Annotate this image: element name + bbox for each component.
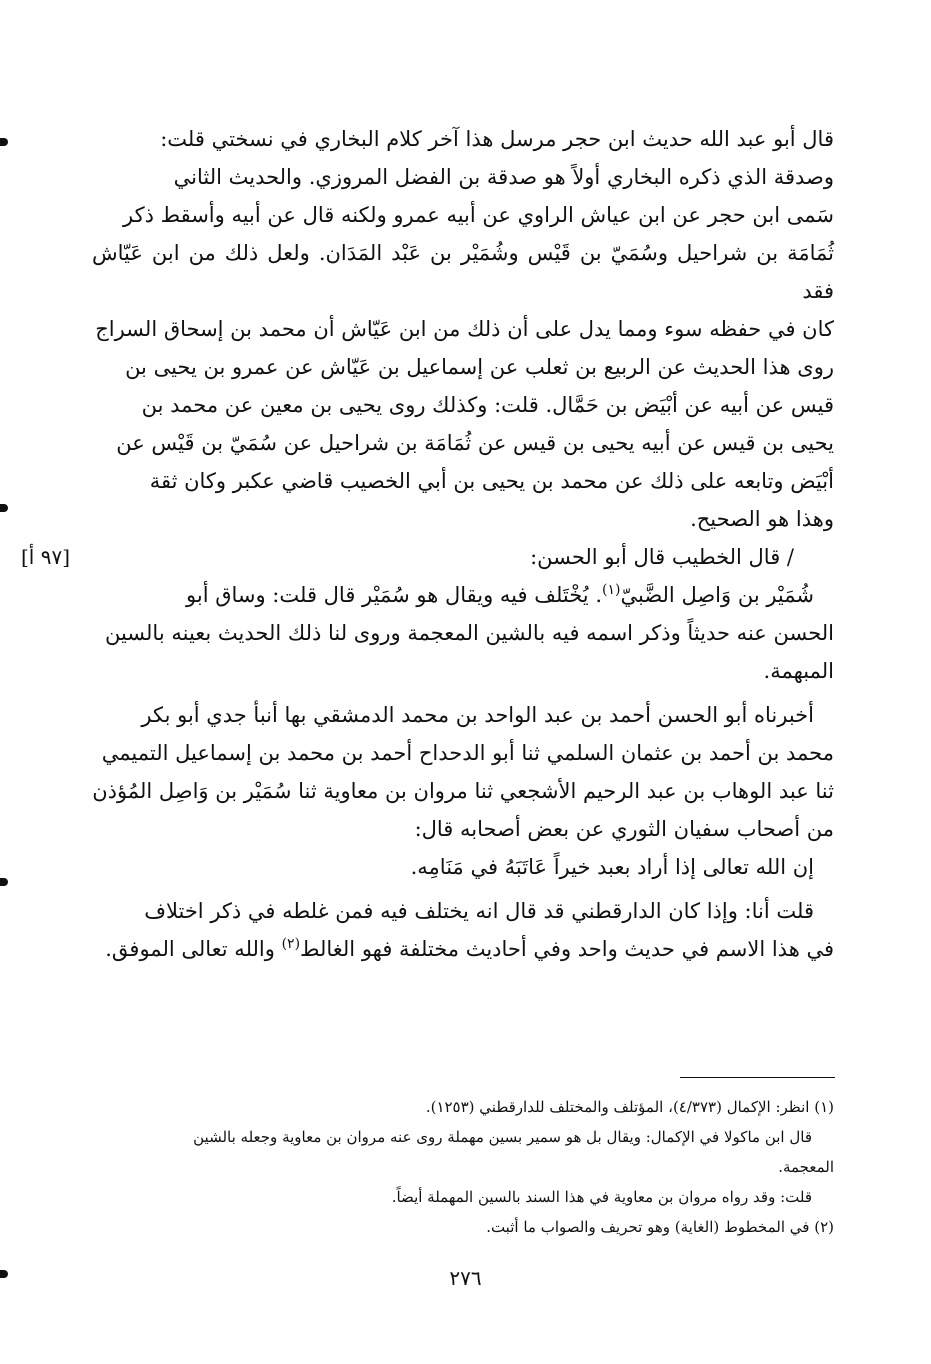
text-line: أخبرناه أبو الحسن أحمد بن عبد الواحد بن محمد الدمشقي بها أنبأ جدي أبو بكر bbox=[141, 703, 814, 727]
text-line: قال أبو عبد الله حديث ابن حجر مرسل هذا آخر كلام البخاري في نسختي قلت: bbox=[160, 127, 834, 151]
entry-text: . يُخْتَلف فيه ويقال هو سُمَيْر قال قلت: وساق أبو bbox=[186, 583, 603, 607]
text-line bbox=[92, 930, 834, 968]
text-line: أبْيَض وتابعه على ذلك عن محمد بن يحيى بن أبي الخصيب قاضي عكبر وكان ثقة bbox=[149, 469, 834, 493]
text-line: قيس عن أبيه عن أبْيَض بن حَمَّال. قلت: وكذلك روى يحيى بن معين عن محمد بن bbox=[141, 393, 834, 417]
text-span: في هذا الاسم في حديث واحد وفي أحاديث مختلفة فهو الغالط bbox=[300, 937, 834, 961]
text-line: ثنا عبد الوهاب بن عبد الرحيم الأشجعي ثنا مروان بن معاوية ثنا سُمَيْر بن وَاصِل المُؤذن bbox=[92, 779, 834, 803]
text-line: الحسن عنه حديثاً وذكر اسمه فيه بالشين المعجمة وروى لنا ذلك الحديث بعينه بالسين bbox=[104, 621, 834, 645]
text-line: سَمى ابن حجر عن ابن عياش الراوي عن أبيه عمرو ولكنه قال عن أبيه وأسقط ذكر bbox=[123, 203, 834, 227]
text-line: كان في حفظه سوء ومما يدل على أن ذلك من ابن عَيّاش أن محمد بن إسحاق السراج bbox=[95, 317, 834, 341]
text-line: محمد بن أحمد بن عثمان السلمي ثنا أبو الدحداح أحمد بن محمد بن إسماعيل التميمي bbox=[101, 741, 834, 765]
text-line: المبهمة. bbox=[763, 659, 834, 683]
main-text bbox=[20, 120, 834, 968]
footnote-reference[interactable]: (٢) bbox=[281, 936, 301, 952]
text-line: من أصحاب سفيان الثوري عن بعض أصحابه قال: bbox=[414, 817, 834, 841]
text-line bbox=[92, 576, 834, 614]
text-line: قلت أنا: وإذا كان الدارقطني قد قال انه يختلف فيه فمن غلطه في ذكر اختلاف bbox=[144, 899, 814, 923]
text-line bbox=[20, 538, 834, 576]
hadith-quote: إن الله تعالى إذا أراد بعبد خيراً عَاتَبَهُ في مَنَامِه. bbox=[410, 855, 814, 879]
entry-name: شُمَيْر بن وَاصِل الضَّبيّ bbox=[620, 583, 814, 607]
footnote-1-note: قلت: وقد رواه مروان بن معاوية في هذا السند بالسين المهملة أيضاً. bbox=[391, 1188, 812, 1206]
text-line: وصدقة الذي ذكره البخاري أولاً هو صدقة بن الفضل المروزي. والحديث الثاني bbox=[173, 165, 834, 189]
footnotes bbox=[92, 1092, 834, 1242]
manuscript-folio-marker: [٩٧ أ] bbox=[20, 545, 70, 569]
scan-edge-mark bbox=[0, 878, 8, 886]
footnote-1: (١) انظر: الإكمال (٤/٣٧٣)، المؤتلف والمختلف للدارقطني (١٢٥٣). bbox=[425, 1098, 834, 1116]
section-heading: / قال الخطيب قال أبو الحسن: bbox=[530, 545, 794, 569]
page-number: ٢٧٦ bbox=[449, 1266, 482, 1290]
footnote-1-continued: قال ابن ماكولا في الإكمال: ويقال بل هو سمير بسين مهملة روى عنه مروان بن معاوية وجعله بالشين bbox=[193, 1128, 812, 1146]
footnote-separator bbox=[680, 1077, 835, 1078]
text-line: يحيى بن قيس عن أبيه يحيى بن قيس عن ثُمَامَة بن شراحيل عن سُمَيّ بن قَيْس عن bbox=[116, 431, 834, 455]
text-line: وهذا هو الصحيح. bbox=[690, 507, 834, 531]
footnote-2: (٢) في المخطوط (الغاية) وهو تحريف والصواب ما أثبت. bbox=[486, 1218, 834, 1236]
scan-edge-mark bbox=[0, 138, 8, 146]
text-span: والله تعالى الموفق. bbox=[105, 937, 282, 961]
footnote-1-continued: المعجمة. bbox=[778, 1158, 834, 1176]
scan-edge-mark bbox=[0, 504, 8, 512]
text-line: ثُمَامَة بن شراحيل وسُمَيّ بن قَيْس وشُمَيْر بن عَبْد المَدَان. ولعل ذلك من ابن عَيّاش فقد bbox=[92, 241, 834, 303]
footnote-reference[interactable]: (١) bbox=[602, 582, 621, 598]
text-line: روى هذا الحديث عن الربيع بن ثعلب عن إسماعيل بن عَيّاش عن عمرو بن يحيى بن bbox=[125, 355, 834, 379]
